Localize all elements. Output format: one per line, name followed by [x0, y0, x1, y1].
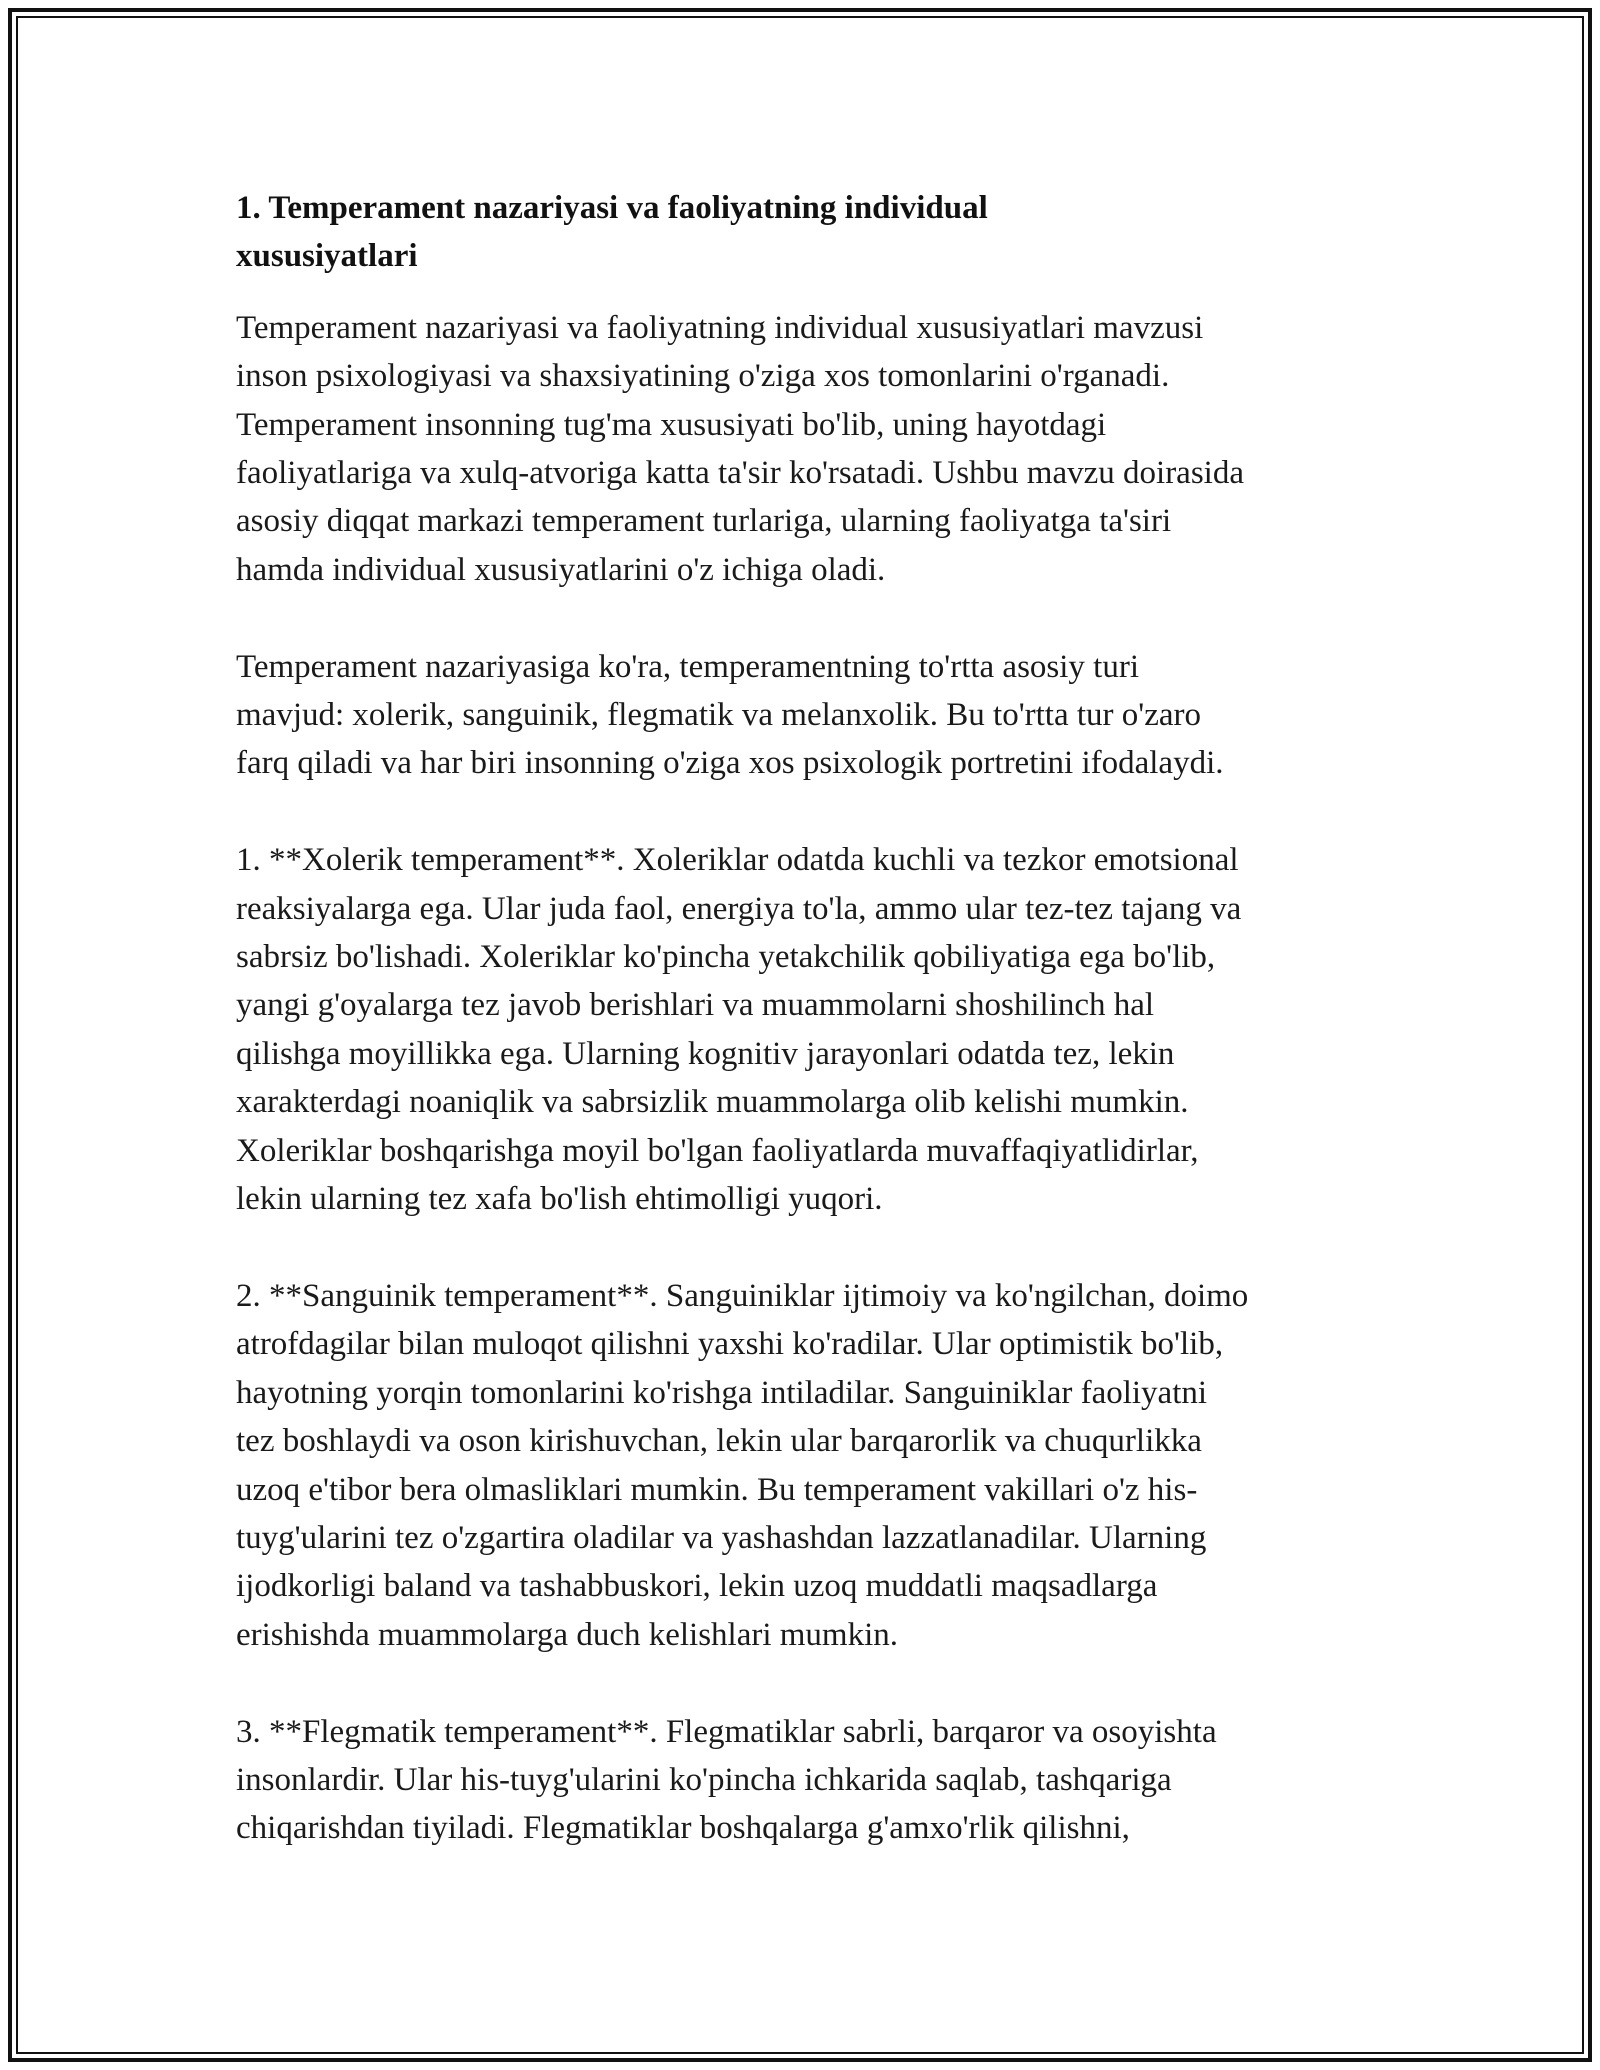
paragraph-types-overview: Temperament nazariyasiga ko'ra, temperamentning to'rtta asosiy turi mavjud: xolerik, sanguinik, flegmatik va melanxolik. Bu to'rtta tur o'zaro farq qiladi va har biri insonning o'ziga xos psixologik portretini ifodalaydi. [236, 648, 1224, 782]
paragraph-phlegmatic: 3. **Flegmatik temperament**. Flegmatiklar sabrli, barqaror va osoyishta insonlardir. Ular his-tuyg'ularini ko'pincha ichkarida saqlab, tashqariga chiqarishdan tiyiladi. Flegmatiklar boshqalarga g'amxo'rlik qilishni, [236, 1713, 1217, 1847]
document-body [236, 184, 1376, 1853]
document-title: 1. Temperament nazariyasi va faoliyatning individual xususiyatlari [236, 190, 988, 275]
paragraph-intro: Temperament nazariyasi va faoliyatning individual xususiyatlari mavzusi inson psixologiyasi va shaxsiyatining o'ziga xos tomonlarini o'rganadi. Temperament insonning tug'ma xususiyati bo'lib, uning hayotdagi faoliyatlariga va xulq-atvoriga katta ta'sir ko'rsatadi. Ushbu mavzu doirasida asosiy diqqat markazi temperament turlariga, ularning faoliyatga ta'siri hamda individual xususiyatlarini o'z ichiga oladi. [236, 309, 1244, 588]
paragraph-choleric: 1. **Xolerik temperament**. Xoleriklar odatda kuchli va tezkor emotsional reaksiyalarga ega. Ular juda faol, energiya to'la, ammo ular tez-tez tajang va sabrsiz bo'lishadi. Xoleriklar ko'pincha yetakchilik qobiliyatiga ega bo'lib, yangi g'oyalarga tez javob berishlari va muammolarni shoshilinch hal qilishga moyillikka ega. Ularning kognitiv jarayonlari odatda tez, lekin xarakterdagi noaniqlik va sabrsizlik muammolarga olib kelishi mumkin. Xoleriklar boshqarishga moyil bo'lgan faoliyatlarda muvaffaqiyatlidirlar, lekin ularning tez xafa bo'lish ehtimolligi yuqori. [236, 842, 1242, 1218]
paragraph-sanguine: 2. **Sanguinik temperament**. Sanguiniklar ijtimoiy va ko'ngilchan, doimo atrofdagilar bilan muloqot qilishni yaxshi ko'radilar. Ular optimistik bo'lib, hayotning yorqin tomonlarini ko'rishga intiladilar. Sanguiniklar faoliyatni tez boshlaydi va oson kirishuvchan, lekin ular barqarorlik va chuqurlikka uzoq e'tibor bera olmasliklari mumkin. Bu temperament vakillari o'z his- tuyg'ularini tez o'zgartira oladilar va yashashdan lazzatlanadilar. Ularning ijodkorligi baland va tashabbuskori, lekin uzoq muddatli maqsadlarga erishishda muammolarga duch kelishlari mumkin. [236, 1277, 1249, 1653]
